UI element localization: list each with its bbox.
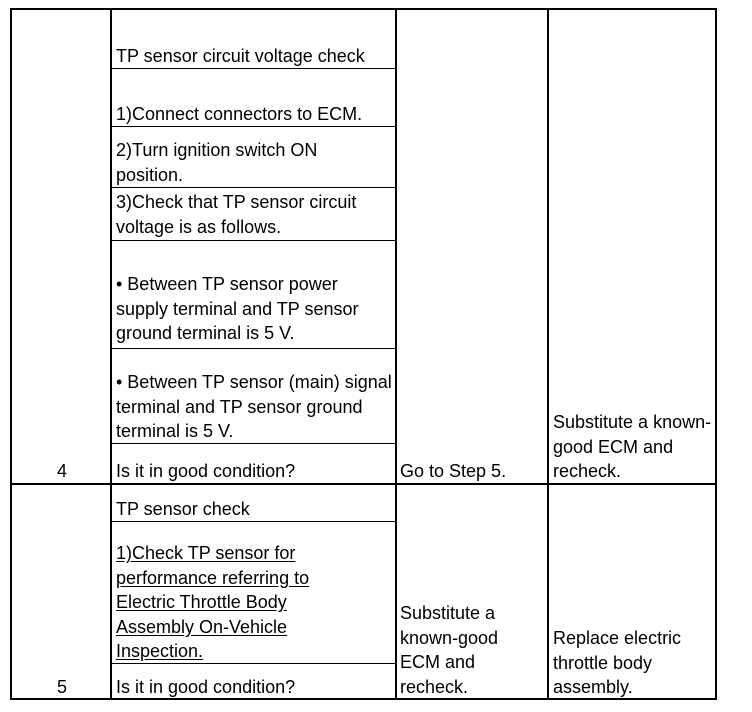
- step-number: 5: [56, 677, 67, 697]
- condition-question: Is it in good condition?: [116, 461, 296, 481]
- column-divider: [110, 8, 112, 700]
- procedure-step: 1)Connect connectors to ECM.: [116, 104, 363, 124]
- procedure-step: 2)Turn ignition switch ON position.: [116, 140, 318, 185]
- no-action: Substitute a known-good ECM and recheck.: [553, 412, 712, 481]
- procedure-title: TP sensor check: [116, 499, 250, 519]
- condition-question: Is it in good condition?: [116, 677, 296, 697]
- procedure-step-link[interactable]: 1)Check TP sensor for performance referring to Electric Throttle Body Assembly On-Vehicle Inspection.: [116, 543, 310, 661]
- procedure-separator: [111, 187, 395, 188]
- procedure-step: • Between TP sensor (main) signal terminal and TP sensor ground terminal is 5 V.: [116, 372, 392, 441]
- column-divider: [547, 8, 549, 700]
- procedure-title: TP sensor circuit voltage check: [116, 46, 365, 66]
- procedure-separator: [111, 240, 395, 241]
- yes-action: Go to Step 5.: [400, 461, 507, 481]
- procedure-step: 3)Check that TP sensor circuit voltage is as follows.: [116, 192, 357, 237]
- yes-action: Substitute a known-good ECM and recheck.: [400, 603, 499, 697]
- procedure-separator: [111, 348, 395, 349]
- step-number: 4: [56, 461, 67, 481]
- no-action: Replace electric throttle body assembly.: [553, 628, 682, 697]
- column-divider: [395, 8, 397, 700]
- procedure-step: • Between TP sensor power supply terminal and TP sensor ground terminal is 5 V.: [116, 274, 359, 343]
